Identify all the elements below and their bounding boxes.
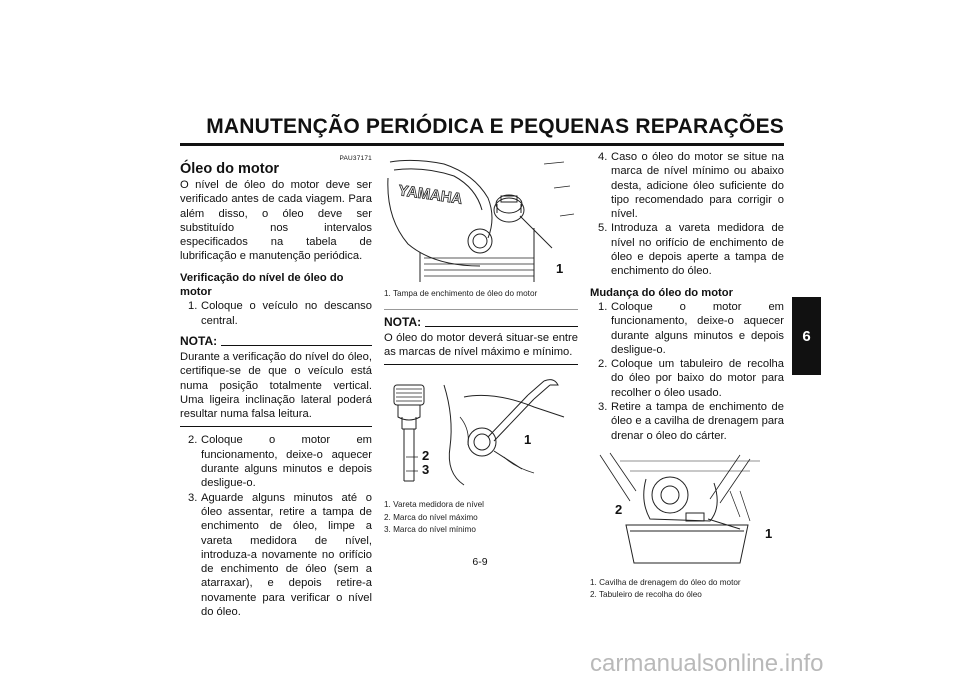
intro-paragraph: O nível de óleo do motor deve ser verificado antes de cada viagem. Para além disso, o óleo deve ser substituído nos intervalos especificados na tabela de lubrificação e manutenção periódica. bbox=[180, 179, 372, 263]
note-header-2 bbox=[384, 316, 578, 329]
fig3-captions bbox=[590, 577, 784, 602]
fig1-caption-1: 1. Tampa de enchimento de óleo do motor bbox=[384, 289, 538, 298]
svg-text:YAMAHA: YAMAHA bbox=[397, 182, 464, 208]
reference-code: PAU37171 bbox=[339, 155, 372, 162]
note-header bbox=[180, 335, 372, 348]
note-text-2: O óleo do motor deverá situar-se entre as marcas de nível máximo e mínimo. bbox=[384, 331, 578, 358]
note-rule bbox=[221, 345, 372, 346]
fig2-callout-2: 2 bbox=[422, 448, 430, 464]
fig1-callout-1: 1 bbox=[556, 261, 564, 276]
header-rule bbox=[180, 143, 784, 146]
change-step-2-text: Coloque um tabuleiro de recolha do óleo por baixo do motor para recolher o óleo usado. bbox=[611, 358, 784, 399]
caption-divider bbox=[384, 309, 578, 310]
figure-drain-bolt bbox=[590, 451, 784, 569]
check-steps-a bbox=[180, 299, 372, 328]
check-step-5-text: Introduza a vareta medidora de nível no orifício de enchimento de óleo e depois aperte a tampa de enchimento do óleo. bbox=[611, 222, 784, 278]
note-text: Durante a verificação do nível do óleo, certifique-se de que o veículo está numa posição totalmente vertical. Uma ligeira inclinação lateral poderá resultar numa falsa leitura. bbox=[180, 350, 372, 421]
left-column bbox=[180, 150, 372, 619]
fig2-caption-1: 1. Vareta medidora de nível bbox=[384, 500, 484, 510]
check-step-4-text: Caso o óleo do motor se situe na marca de nível mínimo ou abaixo desta, adicione óleo suficiente do tipo recomendado para corrigir o nível. bbox=[611, 151, 784, 221]
right-column bbox=[590, 150, 784, 602]
section-title: Óleo do motor bbox=[180, 161, 280, 177]
chapter-tab: 6 bbox=[792, 297, 821, 375]
check-step-3-text: Aguarde alguns minutos até o óleo assentar, retire a tampa de enchimento de óleo, limpe a vareta medidora de nível, introduza-a novamente no orifício de enchimento de óleo (sem a atarraxar), e depois retire-a novamente para verificar o nível do óleo. bbox=[201, 491, 372, 619]
fig2-caption-3: 3. Marca do nível mínimo bbox=[384, 525, 476, 535]
watermark: carmanualsonline.info bbox=[590, 650, 824, 677]
dipstick-illustration bbox=[384, 377, 578, 487]
change-step-3-text: Retire a tampa de enchimento de óleo e a cavilha de drenagem para drenar o óleo do cárter. bbox=[611, 401, 784, 442]
change-heading: Mudança do óleo do motor bbox=[590, 286, 733, 299]
page-header-title: MANUTENÇÃO PERIÓDICA E PEQUENAS REPARAÇÕES bbox=[206, 115, 784, 138]
figure-dipstick bbox=[384, 377, 578, 487]
fig1-captions bbox=[384, 288, 578, 301]
note-end-rule bbox=[180, 426, 372, 427]
fig3-callout-1: 1 bbox=[765, 525, 773, 541]
fig2-callout-1: 1 bbox=[524, 432, 532, 448]
fig2-captions bbox=[384, 499, 578, 537]
page-number: 6-9 bbox=[472, 556, 488, 568]
check-step-5: 5. Introduza a vareta medidora de nível no orifício de enchimento de óleo e depois aperte a tampa de enchimento do óleo. bbox=[598, 222, 784, 278]
note-end-rule-2 bbox=[384, 364, 578, 365]
check-step-4: 4. Caso o óleo do motor se situe na marca de nível mínimo ou abaixo desta, adicione óleo suficiente do tipo recomendado para corrigir o nível. bbox=[598, 151, 784, 221]
check-heading: Verificação do nível de óleo do motor bbox=[180, 271, 344, 299]
check-steps-b bbox=[180, 433, 372, 619]
check-step-3: 3. Aguarde alguns minutos até o óleo assentar, retire a tampa de enchimento de óleo, limpe a vareta medidora de nível, introduza-a novamente no orifício de enchimento de óleo (sem a atarraxar), e depois retire-a novamente para verificar o nível do óleo. bbox=[188, 491, 372, 619]
fig2-caption-2: 2. Marca do nível máximo bbox=[384, 512, 478, 522]
figure-oil-filler-cap bbox=[384, 158, 578, 284]
engine-cover-illustration bbox=[384, 158, 578, 284]
check-step-1: 1. Coloque o veículo no descanso central. bbox=[188, 300, 372, 327]
check-step-2-text: Coloque o motor em funcionamento, deixe-o aquecer durante alguns minutos e depois desligue-o. bbox=[201, 434, 372, 490]
change-step-1-text: Coloque o motor em funcionamento, deixe-o aquecer durante alguns minutos e depois desligue-o. bbox=[611, 300, 784, 356]
fig3-caption-2: 2. Tabuleiro de recolha do óleo bbox=[590, 590, 702, 600]
middle-column bbox=[384, 150, 578, 537]
check-steps-c bbox=[590, 150, 784, 279]
note-label-2: NOTA: bbox=[384, 314, 422, 329]
check-step-2: 2. Coloque o motor em funcionamento, deixe-o aquecer durante alguns minutos e depois desligue-o. bbox=[188, 434, 372, 490]
fig3-caption-1: 1. Cavilha de drenagem do óleo do motor bbox=[590, 577, 741, 587]
change-steps bbox=[590, 300, 784, 443]
check-step-1-text: Coloque o veículo no descanso central. bbox=[201, 300, 372, 327]
fig2-callout-3: 3 bbox=[422, 462, 430, 478]
note-rule-2 bbox=[425, 326, 578, 327]
change-step-1: 1. Coloque o motor em funcionamento, deixe-o aquecer durante alguns minutos e depois desligue-o. bbox=[598, 300, 784, 356]
change-step-2: 2. Coloque um tabuleiro de recolha do óleo por baixo do motor para recolher o óleo usado. bbox=[598, 358, 784, 399]
note-label: NOTA: bbox=[180, 333, 218, 348]
fig3-callout-2: 2 bbox=[615, 501, 623, 517]
change-step-3: 3. Retire a tampa de enchimento de óleo e a cavilha de drenagem para drenar o óleo do cárter. bbox=[598, 401, 784, 442]
